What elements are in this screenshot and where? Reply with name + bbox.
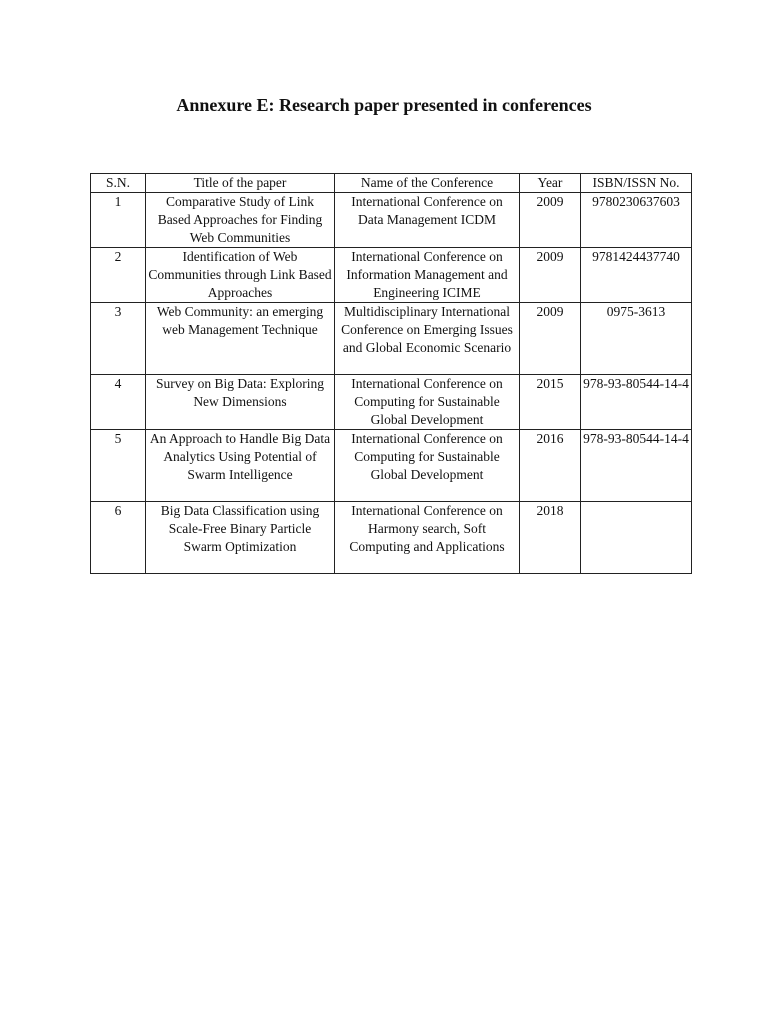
cell-isbn-issn: 0975-3613 — [581, 303, 692, 375]
cell-serial-number: 3 — [91, 303, 146, 375]
table-row — [91, 303, 692, 375]
cell-isbn-issn: 9781424437740 — [581, 248, 692, 303]
cell-year: 2018 — [520, 502, 581, 574]
cell-serial-number: 1 — [91, 193, 146, 248]
table-header-row — [91, 174, 692, 193]
cell-year: 2009 — [520, 193, 581, 248]
conference-papers-table — [90, 173, 692, 574]
cell-serial-number: 6 — [91, 502, 146, 574]
header-isbn-issn: ISBN/ISSN No. — [581, 174, 692, 193]
cell-conference-name: International Conference on Information Management and Engineering ICIME — [335, 248, 520, 303]
cell-paper-title: An Approach to Handle Big Data Analytics Using Potential of Swarm Intelligence — [146, 430, 335, 502]
header-conference-name: Name of the Conference — [335, 174, 520, 193]
cell-isbn-issn: 978-93-80544-14-4 — [581, 430, 692, 502]
table-row — [91, 193, 692, 248]
page-title: Annexure E: Research paper presented in conferences — [176, 95, 592, 115]
table-row — [91, 502, 692, 574]
table-row — [91, 248, 692, 303]
header-year: Year — [520, 174, 581, 193]
cell-isbn-issn: 9780230637603 — [581, 193, 692, 248]
cell-paper-title: Comparative Study of Link Based Approaches for Finding Web Communities — [146, 193, 335, 248]
cell-conference-name: Multidisciplinary International Conference on Emerging Issues and Global Economic Scenario — [335, 303, 520, 375]
cell-serial-number: 5 — [91, 430, 146, 502]
cell-paper-title: Big Data Classification using Scale-Free Binary Particle Swarm Optimization — [146, 502, 335, 574]
header-paper-title: Title of the paper — [146, 174, 335, 193]
cell-paper-title: Survey on Big Data: Exploring New Dimensions — [146, 375, 335, 430]
table-row — [91, 375, 692, 430]
cell-isbn-issn — [581, 502, 692, 574]
cell-serial-number: 4 — [91, 375, 146, 430]
cell-isbn-issn: 978-93-80544-14-4 — [581, 375, 692, 430]
cell-paper-title: Web Community: an emerging web Management Technique — [146, 303, 335, 375]
cell-conference-name: International Conference on Computing for Sustainable Global Development — [335, 430, 520, 502]
header-serial-number: S.N. — [91, 174, 146, 193]
cell-serial-number: 2 — [91, 248, 146, 303]
cell-conference-name: International Conference on Data Management ICDM — [335, 193, 520, 248]
cell-conference-name: International Conference on Computing for Sustainable Global Development — [335, 375, 520, 430]
cell-year: 2009 — [520, 248, 581, 303]
cell-year: 2016 — [520, 430, 581, 502]
table-row — [91, 430, 692, 502]
cell-year: 2015 — [520, 375, 581, 430]
cell-paper-title: Identification of Web Communities through Link Based Approaches — [146, 248, 335, 303]
cell-year: 2009 — [520, 303, 581, 375]
cell-conference-name: International Conference on Harmony search, Soft Computing and Applications — [335, 502, 520, 574]
